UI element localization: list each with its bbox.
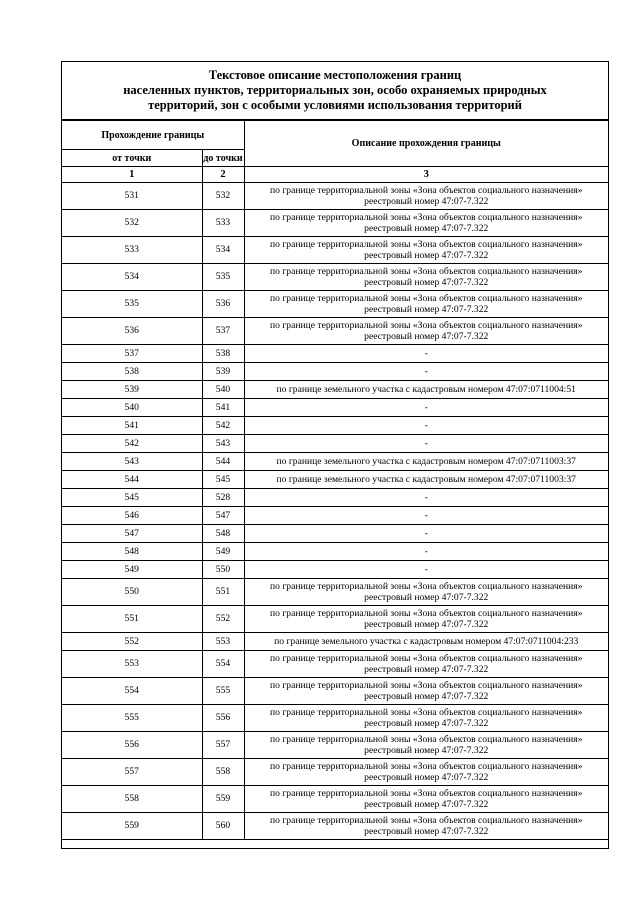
- description-cell: -: [244, 525, 608, 543]
- from-point-cell: 542: [62, 435, 202, 453]
- to-point-cell: 554: [202, 651, 244, 678]
- from-point-cell: 550: [62, 579, 202, 606]
- table-row: [62, 183, 608, 210]
- table-row: [62, 318, 608, 345]
- header-description: Описание прохождения границы: [244, 121, 608, 167]
- from-point-cell: 537: [62, 345, 202, 363]
- to-point-cell: 560: [202, 813, 244, 840]
- from-point-cell: 544: [62, 471, 202, 489]
- to-point-cell: 542: [202, 417, 244, 435]
- description-cell: -: [244, 363, 608, 381]
- table-row: [62, 606, 608, 633]
- table-row: [62, 786, 608, 813]
- description-cell: по границе земельного участка с кадастровым номером 47:07:0711004:233: [244, 633, 608, 651]
- document-frame: [61, 61, 609, 849]
- from-point-cell: 545: [62, 489, 202, 507]
- from-point-cell: 552: [62, 633, 202, 651]
- table-row: [62, 813, 608, 840]
- to-point-cell: 537: [202, 318, 244, 345]
- description-cell: по границе территориальной зоны «Зона объектов социального назначения» реестровый номер 47:07-7.322: [244, 318, 608, 345]
- to-point-cell: 528: [202, 489, 244, 507]
- description-cell: -: [244, 561, 608, 579]
- description-cell: по границе земельного участка с кадастровым номером 47:07:0711003:37: [244, 453, 608, 471]
- description-cell: -: [244, 543, 608, 561]
- to-point-cell: 543: [202, 435, 244, 453]
- description-cell: по границе территориальной зоны «Зона объектов социального назначения» реестровый номер 47:07-7.322: [244, 759, 608, 786]
- to-point-cell: 550: [202, 561, 244, 579]
- description-cell: по границе территориальной зоны «Зона объектов социального назначения» реестровый номер 47:07-7.322: [244, 210, 608, 237]
- to-point-cell: 558: [202, 759, 244, 786]
- table-row: [62, 345, 608, 363]
- table-row: [62, 678, 608, 705]
- description-cell: по границе территориальной зоны «Зона объектов социального назначения» реестровый номер 47:07-7.322: [244, 579, 608, 606]
- table-row: [62, 732, 608, 759]
- table-row: [62, 561, 608, 579]
- to-point-cell: 535: [202, 264, 244, 291]
- table-row: [62, 291, 608, 318]
- description-cell: -: [244, 435, 608, 453]
- from-point-cell: 534: [62, 264, 202, 291]
- to-point-cell: 555: [202, 678, 244, 705]
- header-column-number-3: 3: [244, 167, 608, 183]
- from-point-cell: 558: [62, 786, 202, 813]
- to-point-cell: 532: [202, 183, 244, 210]
- from-point-cell: 554: [62, 678, 202, 705]
- description-cell: по границе территориальной зоны «Зона объектов социального назначения» реестровый номер 47:07-7.322: [244, 606, 608, 633]
- description-cell: -: [244, 507, 608, 525]
- table-body: [62, 183, 608, 840]
- title-line-3: территорий, зон с особыми условиями использования территорий: [148, 98, 522, 112]
- from-point-cell: 538: [62, 363, 202, 381]
- description-cell: по границе территориальной зоны «Зона объектов социального назначения» реестровый номер 47:07-7.322: [244, 291, 608, 318]
- from-point-cell: 539: [62, 381, 202, 399]
- to-point-cell: 538: [202, 345, 244, 363]
- from-point-cell: 531: [62, 183, 202, 210]
- from-point-cell: 543: [62, 453, 202, 471]
- description-cell: по границе территориальной зоны «Зона объектов социального назначения» реестровый номер 47:07-7.322: [244, 705, 608, 732]
- table-row: [62, 399, 608, 417]
- to-point-cell: 541: [202, 399, 244, 417]
- from-point-cell: 546: [62, 507, 202, 525]
- from-point-cell: 541: [62, 417, 202, 435]
- header-group-passage: Прохождение границы: [62, 121, 244, 150]
- to-point-cell: 548: [202, 525, 244, 543]
- to-point-cell: 544: [202, 453, 244, 471]
- from-point-cell: 532: [62, 210, 202, 237]
- table-row: [62, 507, 608, 525]
- description-cell: по границе территориальной зоны «Зона объектов социального назначения» реестровый номер 47:07-7.322: [244, 264, 608, 291]
- description-cell: по границе земельного участка с кадастровым номером 47:07:0711004:51: [244, 381, 608, 399]
- from-point-cell: 548: [62, 543, 202, 561]
- from-point-cell: 535: [62, 291, 202, 318]
- from-point-cell: 549: [62, 561, 202, 579]
- table-row: [62, 705, 608, 732]
- from-point-cell: 559: [62, 813, 202, 840]
- title-line-1: Текстовое описание местоположения границ: [208, 68, 462, 82]
- header-column-number-1: 1: [62, 167, 202, 183]
- to-point-cell: 540: [202, 381, 244, 399]
- table-row: [62, 264, 608, 291]
- from-point-cell: 533: [62, 237, 202, 264]
- document-title: [62, 62, 608, 120]
- to-point-cell: 549: [202, 543, 244, 561]
- description-cell: по границе территориальной зоны «Зона объектов социального назначения» реестровый номер 47:07-7.322: [244, 678, 608, 705]
- table-row: [62, 633, 608, 651]
- to-point-cell: 552: [202, 606, 244, 633]
- description-cell: по границе территориальной зоны «Зона объектов социального назначения» реестровый номер 47:07-7.322: [244, 813, 608, 840]
- table-row: [62, 543, 608, 561]
- table-row: [62, 237, 608, 264]
- to-point-cell: 545: [202, 471, 244, 489]
- header-column-number-2: 2: [202, 167, 244, 183]
- table-row: [62, 435, 608, 453]
- to-point-cell: 556: [202, 705, 244, 732]
- from-point-cell: 553: [62, 651, 202, 678]
- header-to-point: до точки: [202, 150, 244, 167]
- table-row: [62, 471, 608, 489]
- boundary-table: [62, 120, 608, 840]
- table-row: [62, 525, 608, 543]
- description-cell: -: [244, 417, 608, 435]
- description-cell: по границе территориальной зоны «Зона объектов социального назначения» реестровый номер 47:07-7.322: [244, 183, 608, 210]
- to-point-cell: 536: [202, 291, 244, 318]
- to-point-cell: 547: [202, 507, 244, 525]
- description-cell: по границе территориальной зоны «Зона объектов социального назначения» реестровый номер 47:07-7.322: [244, 237, 608, 264]
- to-point-cell: 557: [202, 732, 244, 759]
- table-row: [62, 453, 608, 471]
- to-point-cell: 553: [202, 633, 244, 651]
- description-cell: по границе территориальной зоны «Зона объектов социального назначения» реестровый номер 47:07-7.322: [244, 651, 608, 678]
- title-line-2: населенных пунктов, территориальных зон, особо охраняемых природных: [123, 83, 547, 97]
- table-row: [62, 417, 608, 435]
- from-point-cell: 555: [62, 705, 202, 732]
- to-point-cell: 539: [202, 363, 244, 381]
- description-cell: по границе земельного участка с кадастровым номером 47:07:0711003:37: [244, 471, 608, 489]
- description-cell: по границе территориальной зоны «Зона объектов социального назначения» реестровый номер 47:07-7.322: [244, 786, 608, 813]
- to-point-cell: 534: [202, 237, 244, 264]
- description-cell: -: [244, 399, 608, 417]
- to-point-cell: 533: [202, 210, 244, 237]
- table-row: [62, 381, 608, 399]
- table-row: [62, 651, 608, 678]
- to-point-cell: 551: [202, 579, 244, 606]
- description-cell: -: [244, 345, 608, 363]
- table-row: [62, 363, 608, 381]
- table-row: [62, 489, 608, 507]
- from-point-cell: 551: [62, 606, 202, 633]
- table-row: [62, 579, 608, 606]
- from-point-cell: 557: [62, 759, 202, 786]
- to-point-cell: 559: [202, 786, 244, 813]
- header-from-point: от точки: [62, 150, 202, 167]
- description-cell: -: [244, 489, 608, 507]
- table-row: [62, 210, 608, 237]
- from-point-cell: 540: [62, 399, 202, 417]
- description-cell: по границе территориальной зоны «Зона объектов социального назначения» реестровый номер 47:07-7.322: [244, 732, 608, 759]
- from-point-cell: 536: [62, 318, 202, 345]
- from-point-cell: 556: [62, 732, 202, 759]
- table-row: [62, 759, 608, 786]
- from-point-cell: 547: [62, 525, 202, 543]
